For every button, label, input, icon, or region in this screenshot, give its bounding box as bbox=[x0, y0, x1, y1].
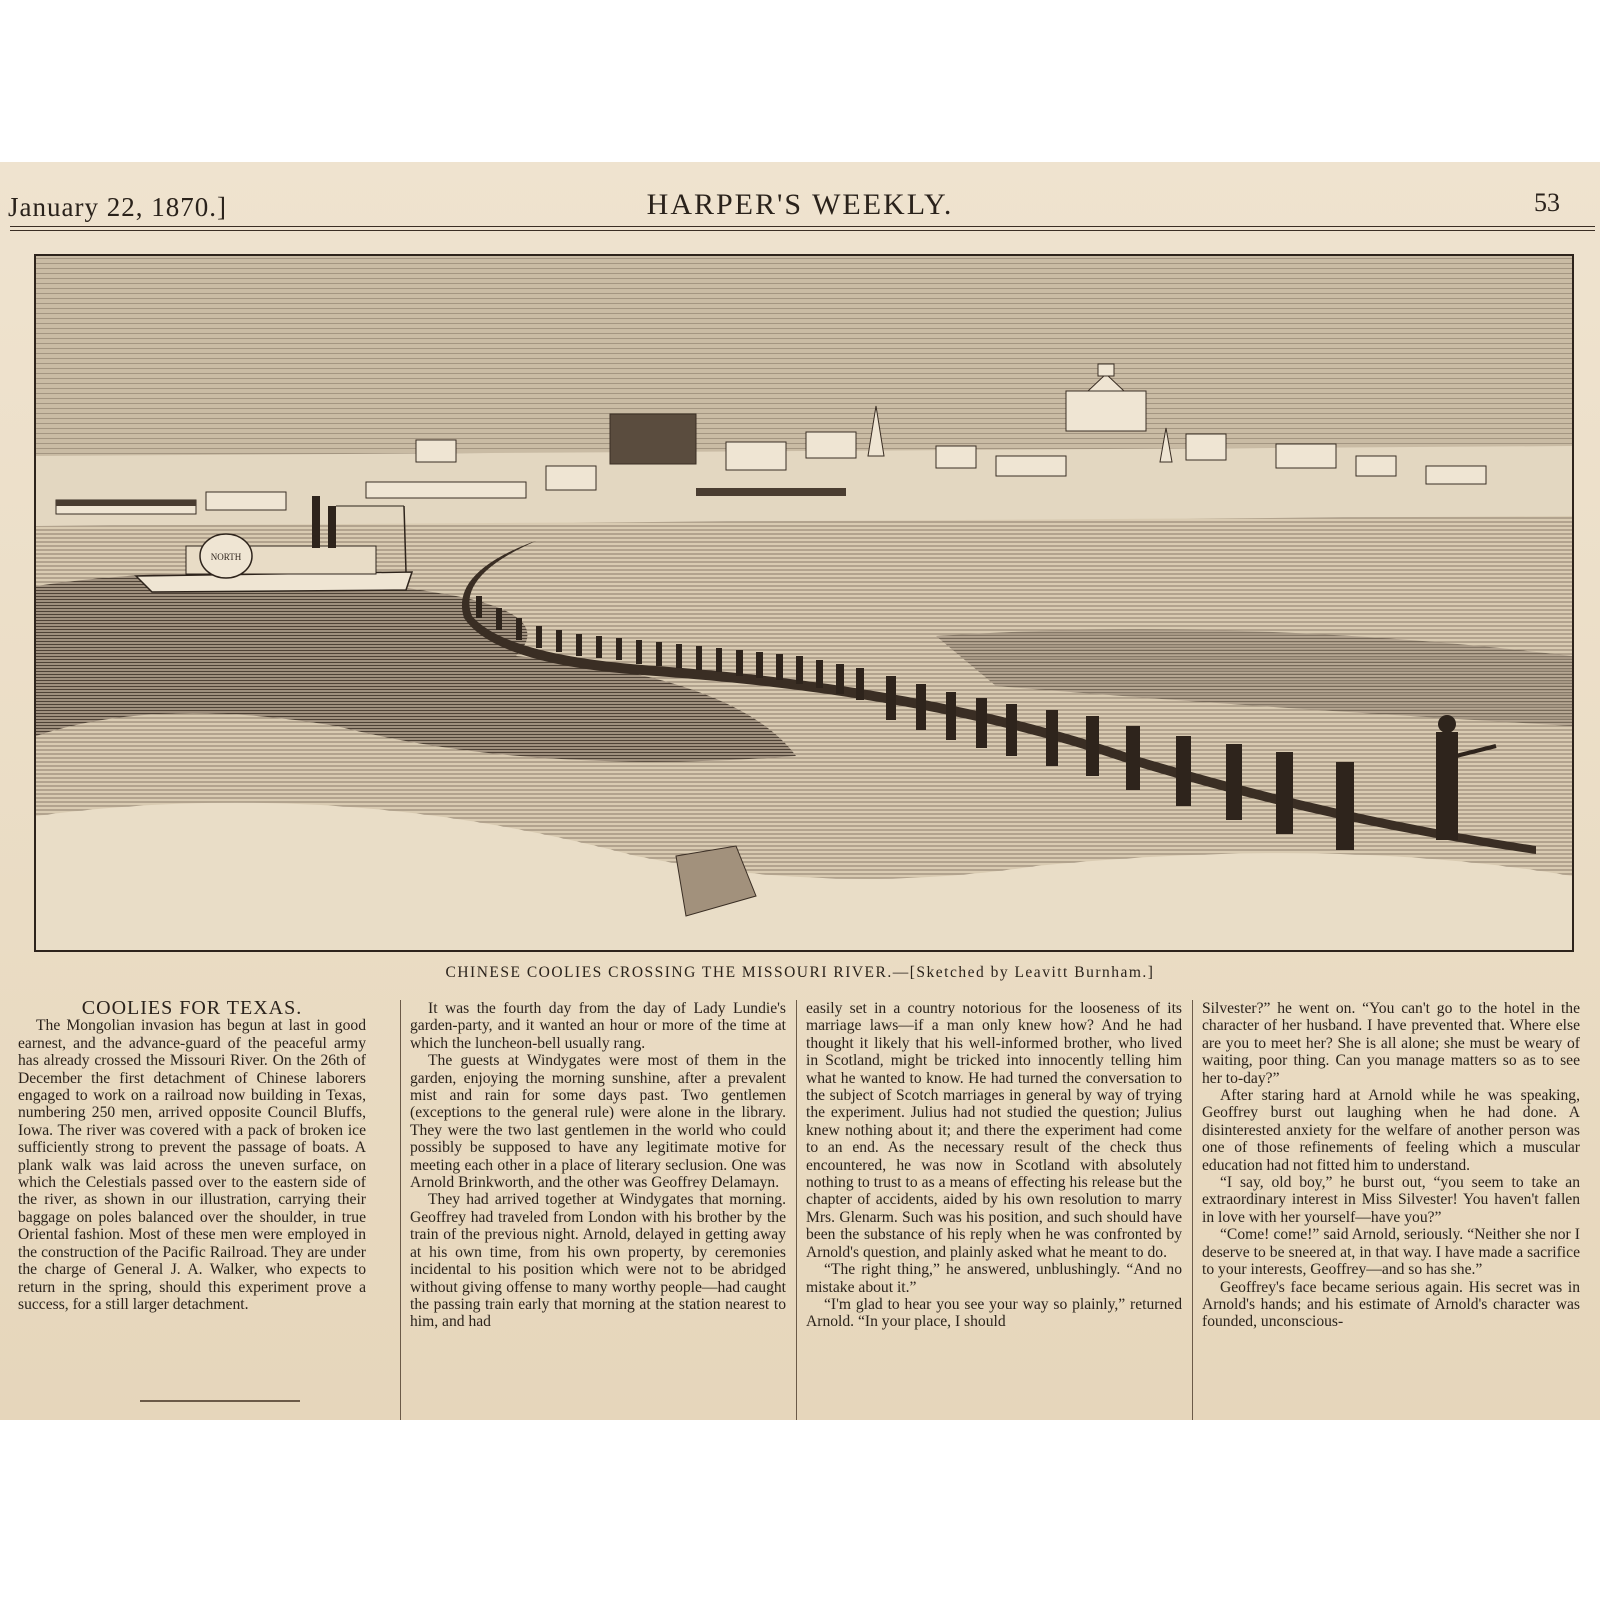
masthead-rule-2 bbox=[10, 230, 1595, 231]
story-column-4 bbox=[1202, 1000, 1580, 1331]
engraving-svg bbox=[36, 256, 1572, 950]
story-paragraph: They had arrived together at Windygates that morning. Geoffrey had traveled from London with his brother by the train of the previous night. Arnold, delayed in getting away at his own time, from his own property, by ceremonies incidental to his position which were not to be abridged without giving offense to many worthy people—had caught the passing train early that morning at the station nearest to him, and had bbox=[410, 1191, 786, 1331]
story-paragraph: The guests at Windygates were most of them in the garden, enjoying the morning sunshine, after a prevalent mist and rain for some days past. Two gentlemen (exceptions to the general rule) were alone in the library. They were the two last gentlemen in the world who could possibly be supposed to have any legitimate motive for meeting each other in a place of literary seclusion. One was Arnold Brinkworth, and the other was Geoffrey Delamayn. bbox=[410, 1052, 786, 1192]
story-paragraph: Geoffrey's face became serious again. His secret was in Arnold's hands; and his estimate of Arnold's character was founded, unconscious- bbox=[1202, 1278, 1580, 1331]
story-paragraph: “Come! come!” said Arnold, seriously. “Neither she nor I deserve to be sneered at, in that way. I have made a sacrifice to your interests, Geoffrey—and so has she.” bbox=[1202, 1226, 1580, 1279]
column-rule-2 bbox=[796, 1000, 797, 1420]
publication-title: HARPER'S WEEKLY. bbox=[646, 188, 954, 221]
bottom-margin bbox=[0, 1420, 1600, 1600]
story-paragraph: Silvester?” he went on. “You can't go to the hotel in the character of her husband. I have prevented that. Where else are you to meet her? She is all alone; she must be weary of waiting, poor thing. Can you manage matters so as to see her to-day?” bbox=[1202, 1000, 1580, 1087]
engraving-illustration bbox=[34, 254, 1574, 952]
story-paragraph: “I'm glad to hear you see your way so plainly,” returned Arnold. “In your place, I should bbox=[806, 1295, 1182, 1331]
column-rule-3 bbox=[1192, 1000, 1193, 1420]
story-paragraph: “I say, old boy,” he burst out, “you seem to take an extraordinary interest in Miss Silvester! You haven't fallen in love with her yourself—have you?” bbox=[1202, 1174, 1580, 1226]
issue-date: January 22, 1870.] bbox=[8, 192, 227, 222]
story-paragraph: “The right thing,” he answered, unblushingly. “And no mistake about it.” bbox=[806, 1261, 1182, 1296]
article-end-rule bbox=[140, 1400, 300, 1402]
article-column bbox=[18, 997, 366, 1313]
far-shore bbox=[36, 446, 1572, 526]
column-rule-1 bbox=[400, 1000, 401, 1420]
article-body: The Mongolian invasion has begun at last in good earnest, and the advance-guard of the peaceful army has already crossed the Missouri River. On the 26th of December the first detachment of Chinese laborers engaged to work on a railroad now building in Texas, numbering 250 men, arrived opposite Council Bluffs, Iowa. The river was covered with a pack of broken ice sufficiently strong to prevent the passage of boats. A plank walk was laid across the uneven surface, on which the Celestials passed over to the eastern side of the river, as shown in our illustration, carrying their baggage on poles balanced over the shoulder, in true Oriental fashion. Most of these men were employed in the construction of the Pacific Railroad. They are under the charge of General J. A. Walker, who expects to return in the spring, should this experiment prove a success, for a still larger detachment. bbox=[18, 1017, 366, 1313]
masthead-rule bbox=[10, 226, 1595, 227]
page-number: 53 bbox=[1534, 188, 1560, 217]
story-column-3 bbox=[806, 1000, 1182, 1331]
masthead bbox=[0, 162, 1600, 224]
article-headline: COOLIES FOR TEXAS. bbox=[81, 997, 303, 1019]
story-paragraph: easily set in a country notorious for the looseness of its marriage laws—if a man only knew how? And he had thought it likely that his well-informed brother, who lived in Scotland, might be tricked into innocently telling him what he wanted to know. He had turned the conversation to the subject of Scotch marriages in general by way of trying the experiment. Julius had not studied the question; Julius knew nothing about it; and there the experiment had come to an end. As the necessary result of the check thus encountered, he was now in Scotland with absolutely nothing to trust to as a means of effecting his release but the chapter of accidents, aided by his own resolution to marry Mrs. Glenarm. Such was his position, and such should have been the substance of his reply when he was confronted by Arnold's question, and plainly asked what he meant to do. bbox=[806, 1000, 1182, 1261]
illustration-caption: CHINESE COOLIES CROSSING THE MISSOURI RIVER.—[Sketched by Leavitt Burnham.] bbox=[445, 964, 1155, 981]
story-paragraph: After staring hard at Arnold while he was speaking, Geoffrey burst out laughing when he had done. A disinterested anxiety for the welfare of another person was one of those refinements of feeling which a muscular education had not fitted him to understand. bbox=[1202, 1087, 1580, 1174]
story-column-2 bbox=[410, 1000, 786, 1331]
steamboat-name: NORTH bbox=[210, 552, 242, 562]
story-paragraph: It was the fourth day from the day of Lady Lundie's garden-party, and it wanted an hour or more of the time at which the luncheon-bell usually rang. bbox=[410, 1000, 786, 1052]
